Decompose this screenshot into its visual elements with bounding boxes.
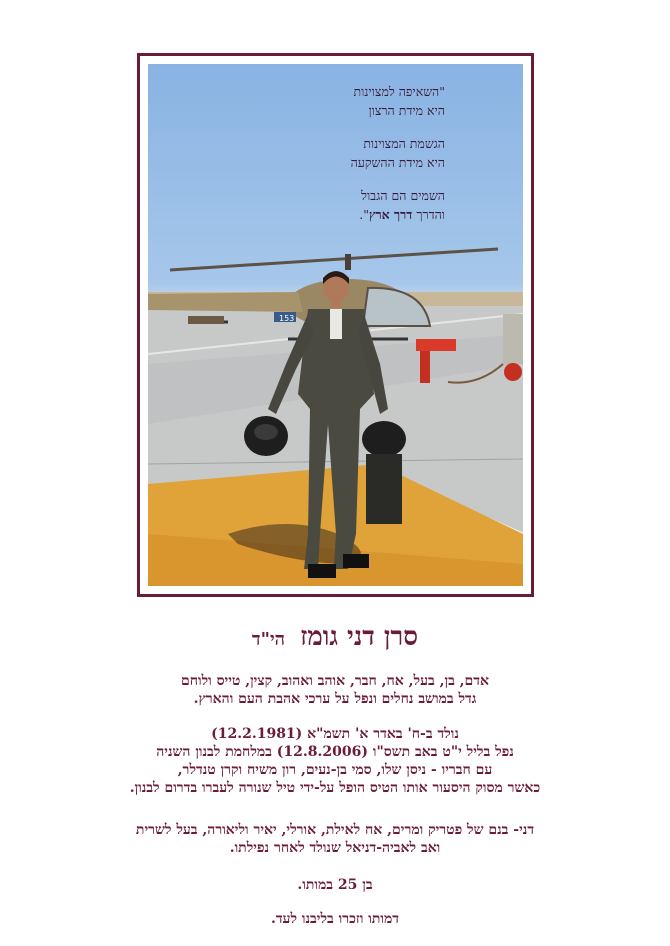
paragraph-line: גדל במושב נחלים ונפל על ערכי אהבת העם והארץ. (193, 691, 477, 707)
paragraph-line: כאשר מסוק היסעור אותו הטיס הופל על-ידי טיל שנורה לעברו בדרום לבנון. (129, 780, 541, 796)
quote-stanza (225, 82, 445, 120)
paragraph-biography (20, 725, 650, 797)
quote-word: והדרך (416, 207, 445, 222)
paragraph-line: בן 25 במותו. (297, 877, 373, 893)
quote-stanza (225, 186, 445, 224)
soldier-name: דני גומז (300, 622, 375, 652)
paragraph-closing (20, 910, 650, 928)
paragraph-line: עם חבריו - ניסן שלו, סמי בן-נעים, רון משיח וקרן טנדלר, (177, 762, 493, 778)
memorial-title (0, 622, 670, 652)
honorific-suffix: הי"ד (251, 629, 286, 650)
paragraph-line: ואב לאביה-דניאל שנולד לאחר נפילתו. (229, 840, 441, 856)
quote-line: השמים הם הגבול (361, 188, 445, 203)
memorial-photo-frame (137, 53, 534, 597)
quote-line (225, 205, 445, 224)
paragraph-family (20, 821, 650, 857)
quote-line: "השאיפה למצוינות (353, 84, 445, 99)
quote-line: הגשמת המצוינות (363, 136, 445, 151)
rank: סרן (383, 622, 419, 652)
quote-line: היא מידת ההשקעה (350, 155, 445, 170)
quote-emphasis: דרך ארץ (369, 207, 413, 222)
paragraph-line: דמותו וזכרו בליבנו לעד. (270, 911, 400, 927)
paragraph-line: נולד ב-ח' באדר א' תשמ"א (12.2.1981) (211, 726, 459, 742)
paragraph-intro (20, 672, 650, 708)
inspirational-quote (225, 82, 445, 238)
quote-closing-mark: ". (359, 207, 369, 222)
paragraph-age (20, 876, 650, 894)
memorial-photo (148, 64, 523, 586)
quote-line: היא מידת הרצון (368, 103, 445, 118)
tail-number: 153 (279, 314, 295, 323)
paragraph-line: דני- בנם של פטריק ומרים, אח לאילת, אורלי, יאיר וליאורה, בעל לשרית (135, 822, 535, 838)
paragraph-line: נפל בליל י"ט באב תשס"ו (12.8.2006) במלחמת לבנון השניה (156, 744, 514, 760)
quote-stanza (225, 134, 445, 172)
paragraph-line: אדם, בן, בעל, אח, חבר, אוהב ואהוב, קצין, טייס ולוחם (180, 673, 490, 689)
